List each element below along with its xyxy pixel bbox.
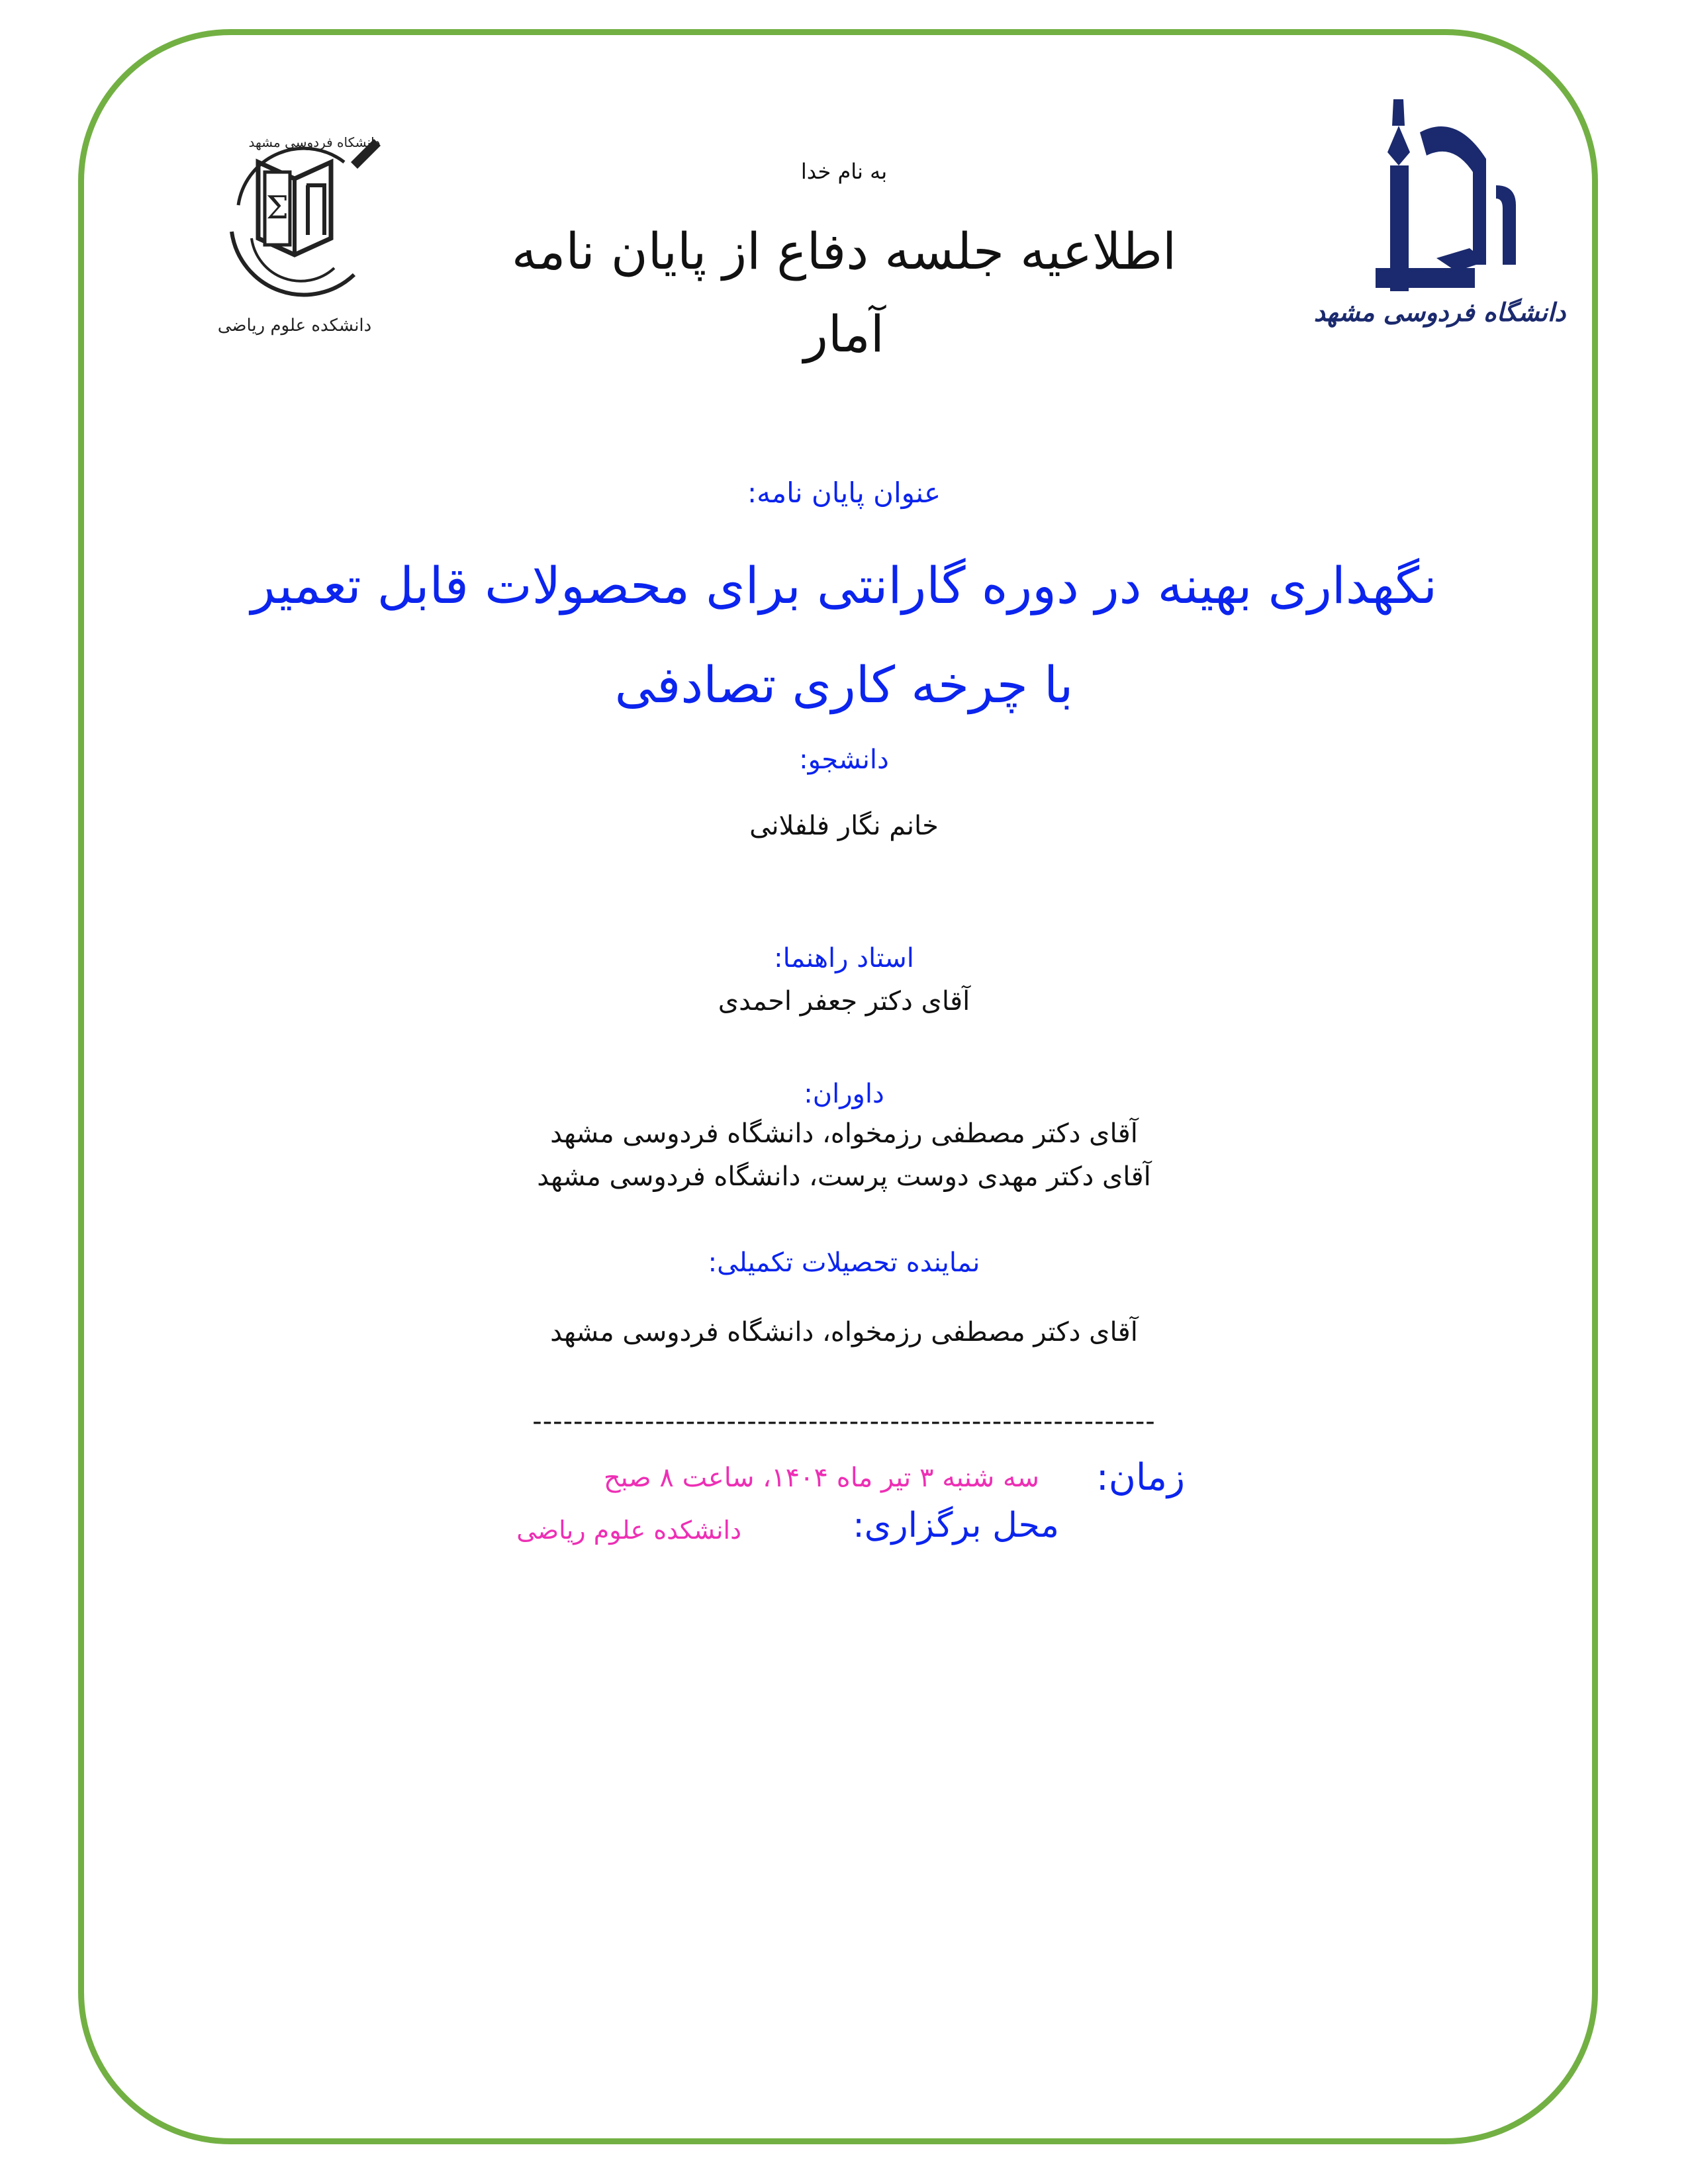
svg-text:Σ: Σ [266,189,289,226]
supervisor-label: استاد راهنما: [774,943,914,974]
place-label: محل برگزاری: [853,1506,1059,1545]
thesis-title-line-1: نگهداری بهینه در دوره گارانتی برای محصولات قابل تعمیر [251,556,1437,615]
referees-label: داوران: [804,1079,884,1109]
university-logo-text: دانشگاه فردوسی مشهد [1313,297,1566,327]
thesis-title-line-2: با چرخه کاری تصادفی [614,655,1074,714]
referee-item: آقای دکتر مهدی دوست پرست، دانشگاه فردوسی مشهد [537,1161,1151,1192]
time-label: زمان: [1096,1456,1185,1499]
student-label: دانشجو: [799,745,889,775]
place-value: دانشکده علوم ریاضی [516,1516,741,1545]
graduate-rep-label: نماینده تحصیلات تکمیلی: [708,1248,980,1278]
faculty-logo-text-top: دانشکاه فردوسی مشهد [248,134,381,150]
faculty-logo-text-bottom: دانشکده علوم ریاضی [217,316,372,336]
graduate-rep-name: آقای دکتر مصطفی رزمخواه، دانشگاه فردوسی مشهد [550,1317,1138,1347]
divider: ------------------------------------------------------------- [532,1406,1156,1437]
page-title: اطلاعیه جلسه دفاع از پایان نامه [511,222,1177,281]
thesis-title-label: عنوان پایان نامه: [747,477,941,509]
referee-item: آقای دکتر مصطفی رزمخواه، دانشگاه فردوسی مشهد [550,1118,1138,1149]
student-name: خانم نگار فلفلانی [749,811,939,841]
bismillah: به نام خدا [800,159,888,184]
time-value: سه شنبه ۳ تیر ماه ۱۴۰۴، ساعت ۸ صبح [603,1463,1039,1493]
page-subtitle: آمار [804,304,884,363]
supervisor-name: آقای دکتر جعفر احمدی [718,986,970,1017]
